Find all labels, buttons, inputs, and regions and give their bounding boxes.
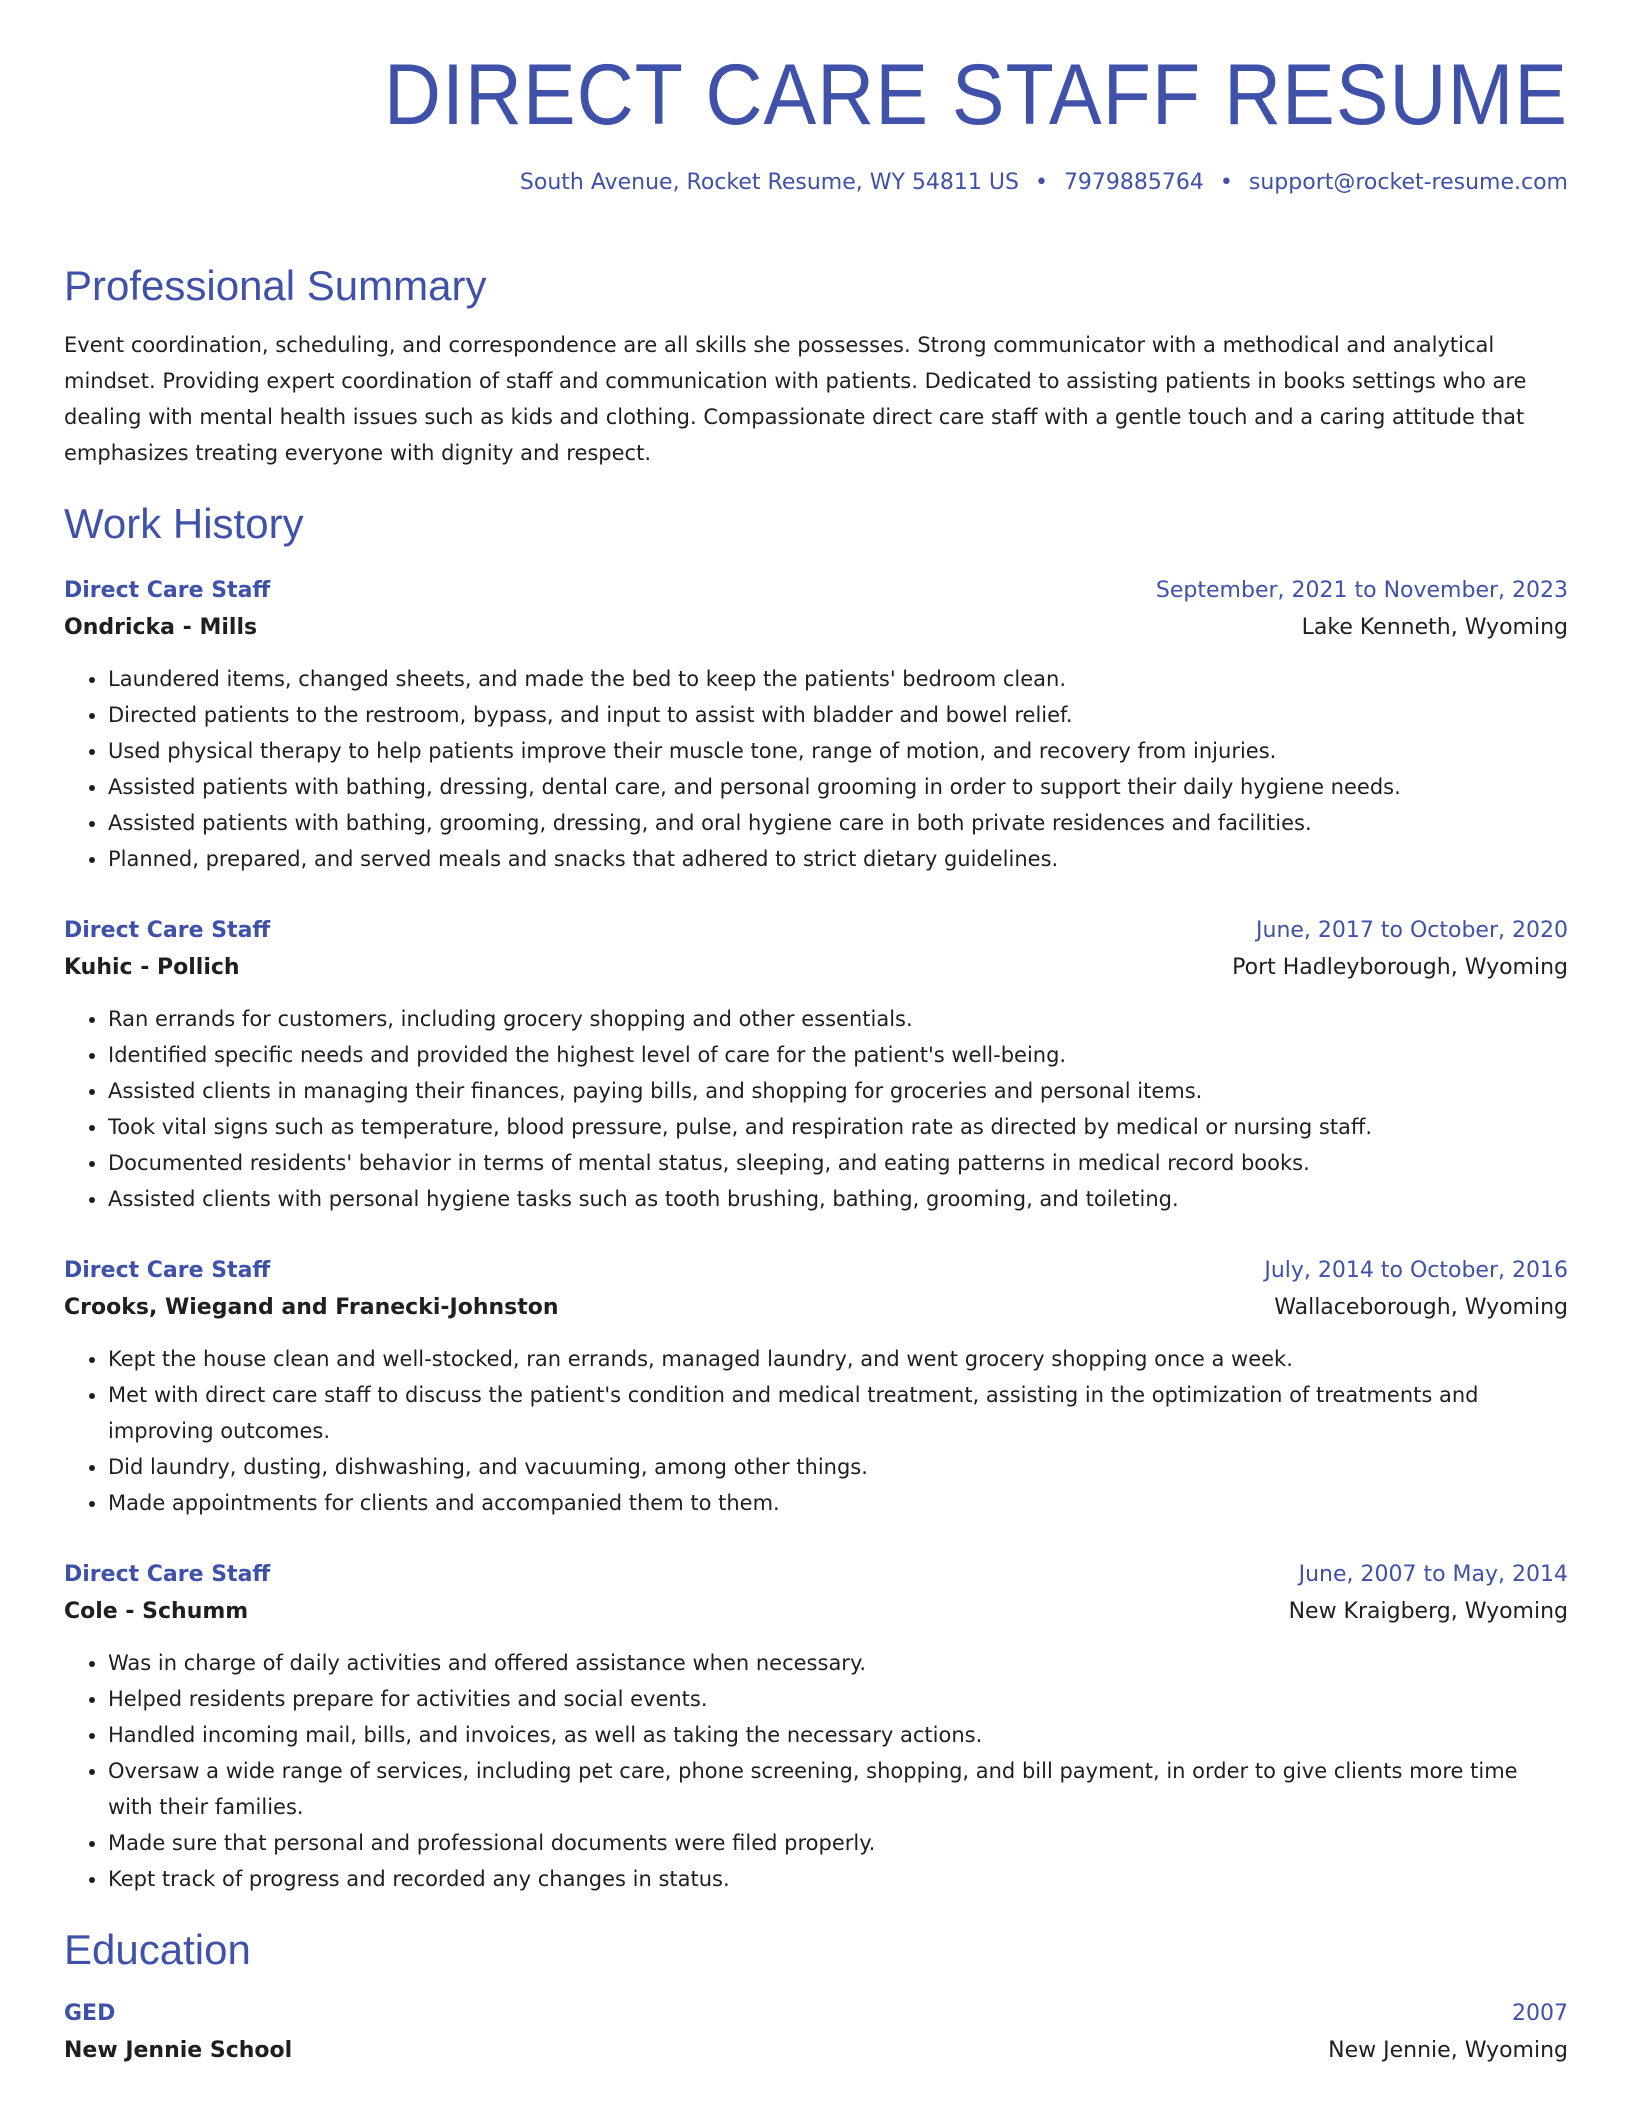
- section-title-work-history: Work History: [64, 500, 304, 548]
- job-company-row: [64, 609, 1568, 647]
- job-bullet: • Kept the house clean and well-stocked, ran errands, managed laundry, and went grocery shopping once a week.: [108, 1341, 1568, 1377]
- job-dates: June, 2017 to October, 2020: [1256, 918, 1568, 944]
- resume-title: DIRECT CARE STAFF RESUME: [383, 47, 1569, 143]
- resume-header: [64, 0, 1568, 195]
- contact-email: support@rocket-resume.com: [1248, 170, 1568, 195]
- job-header-row: [64, 1557, 1568, 1593]
- job-bullet: • Planned, prepared, and served meals and snacks that adhered to strict dietary guidelines.: [108, 841, 1568, 877]
- job-bullet: • Handled incoming mail, bills, and invoices, as well as taking the necessary actions.: [108, 1717, 1568, 1753]
- job-bullet: • Was in charge of daily activities and offered assistance when necessary.: [108, 1645, 1568, 1681]
- summary-text: Event coordination, scheduling, and correspondence are all skills she possesses. Strong communicator with a methodical and analytical mindset. Providing expert coordination of staff and communication with patients. Dedicated to assisting patients in books settings who are dealing with mental health issues such as kids and clothing. Compassionate direct care staff with a gentle touch and a caring attitude that emphasizes treating everyone with dignity and respect.: [64, 333, 1527, 466]
- job-bullet: • Took vital signs such as temperature, blood pressure, pulse, and respiration rate as directed by medical or nursing staff.: [108, 1109, 1568, 1145]
- job-dates: July, 2014 to October, 2016: [1264, 1258, 1568, 1284]
- section-title-education: Education: [64, 1926, 251, 1974]
- job-bullet: • Assisted patients with bathing, dressing, dental care, and personal grooming in order to support their daily hygiene needs.: [108, 769, 1568, 805]
- contact-address: South Avenue, Rocket Resume, WY 54811 US: [519, 170, 1019, 195]
- job-bullet: • Identified specific needs and provided the highest level of care for the patient's well-being.: [108, 1037, 1568, 1073]
- job-company-row: [64, 1289, 1568, 1327]
- education-location: New Jennie, Wyoming: [1328, 2037, 1568, 2063]
- work-history-list: [64, 573, 1568, 1897]
- job-bullet: • Did laundry, dusting, dishwashing, and vacuuming, among other things.: [108, 1449, 1568, 1485]
- education-school: New Jennie School: [64, 2037, 293, 2063]
- job-company: Crooks, Wiegand and Franecki-Johnston: [64, 1295, 559, 1321]
- job-bullet: • Helped residents prepare for activities and social events.: [108, 1681, 1568, 1717]
- job-bullet: • Laundered items, changed sheets, and made the bed to keep the patients' bedroom clean.: [108, 661, 1568, 697]
- job-bullet: • Met with direct care staff to discuss the patient's condition and medical treatment, assisting in the optimization of treatments and improving outcomes.: [108, 1377, 1568, 1449]
- job-bullet: • Made sure that personal and professional documents were filed properly.: [108, 1825, 1568, 1861]
- job-role: Direct Care Staff: [64, 1562, 271, 1588]
- job-bullets: [64, 1341, 1568, 1521]
- job-bullet: • Directed patients to the restroom, bypass, and input to assist with bladder and bowel relief.: [108, 697, 1568, 733]
- education-year: 2007: [1512, 2000, 1568, 2026]
- education-school-row: [64, 2032, 1568, 2070]
- job-dates: June, 2007 to May, 2014: [1298, 1562, 1568, 1588]
- job-bullet: • Assisted patients with bathing, grooming, dressing, and oral hygiene care in both private residences and facilities.: [108, 805, 1568, 841]
- job-bullet: • Assisted clients with personal hygiene tasks such as tooth brushing, bathing, grooming, and toileting.: [108, 1181, 1568, 1217]
- separator-dot: •: [1034, 170, 1048, 195]
- education-list: [64, 1996, 1568, 2070]
- section-title-professional-summary: Professional Summary: [64, 262, 487, 309]
- education-header-row: [64, 1996, 1568, 2032]
- job-header-row: [64, 913, 1568, 949]
- job-bullet: • Ran errands for customers, including grocery shopping and other essentials.: [108, 1001, 1568, 1037]
- contact-phone: 7979885764: [1063, 170, 1204, 195]
- job-bullets: [64, 661, 1568, 877]
- job-entry: [64, 913, 1568, 1217]
- job-company-row: [64, 1593, 1568, 1631]
- job-bullets: [64, 1001, 1568, 1217]
- job-location: Port Hadleyborough, Wyoming: [1232, 955, 1568, 981]
- job-company: Cole - Schumm: [64, 1599, 249, 1625]
- education-degree: GED: [64, 2000, 116, 2026]
- job-bullet: • Assisted clients in managing their finances, paying bills, and shopping for groceries and personal items.: [108, 1073, 1568, 1109]
- job-role: Direct Care Staff: [64, 578, 271, 604]
- job-dates: September, 2021 to November, 2023: [1155, 578, 1568, 604]
- job-location: Wallaceborough, Wyoming: [1274, 1295, 1568, 1321]
- job-bullet: • Documented residents' behavior in terms of mental status, sleeping, and eating patterns in medical record books.: [108, 1145, 1568, 1181]
- job-bullet: • Oversaw a wide range of services, including pet care, phone screening, shopping, and bill payment, in order to give clients more time with their families.: [108, 1753, 1568, 1825]
- job-header-row: [64, 573, 1568, 609]
- job-bullet: • Used physical therapy to help patients improve their muscle tone, range of motion, and recovery from injuries.: [108, 733, 1568, 769]
- job-role: Direct Care Staff: [64, 918, 271, 944]
- job-company-row: [64, 949, 1568, 987]
- job-bullet: • Kept track of progress and recorded any changes in status.: [108, 1861, 1568, 1897]
- contact-line: [64, 170, 1568, 195]
- job-role: Direct Care Staff: [64, 1258, 271, 1284]
- job-company: Ondricka - Mills: [64, 615, 258, 641]
- job-bullet: • Made appointments for clients and accompanied them to them.: [108, 1485, 1568, 1521]
- job-location: Lake Kenneth, Wyoming: [1301, 615, 1568, 641]
- job-company: Kuhic - Pollich: [64, 955, 240, 981]
- job-entry: [64, 573, 1568, 877]
- separator-dot: •: [1219, 170, 1233, 195]
- job-entry: [64, 1253, 1568, 1521]
- education-entry: [64, 1996, 1568, 2070]
- job-bullets: [64, 1645, 1568, 1897]
- job-location: New Kraigberg, Wyoming: [1288, 1599, 1568, 1625]
- job-header-row: [64, 1253, 1568, 1289]
- job-entry: [64, 1557, 1568, 1897]
